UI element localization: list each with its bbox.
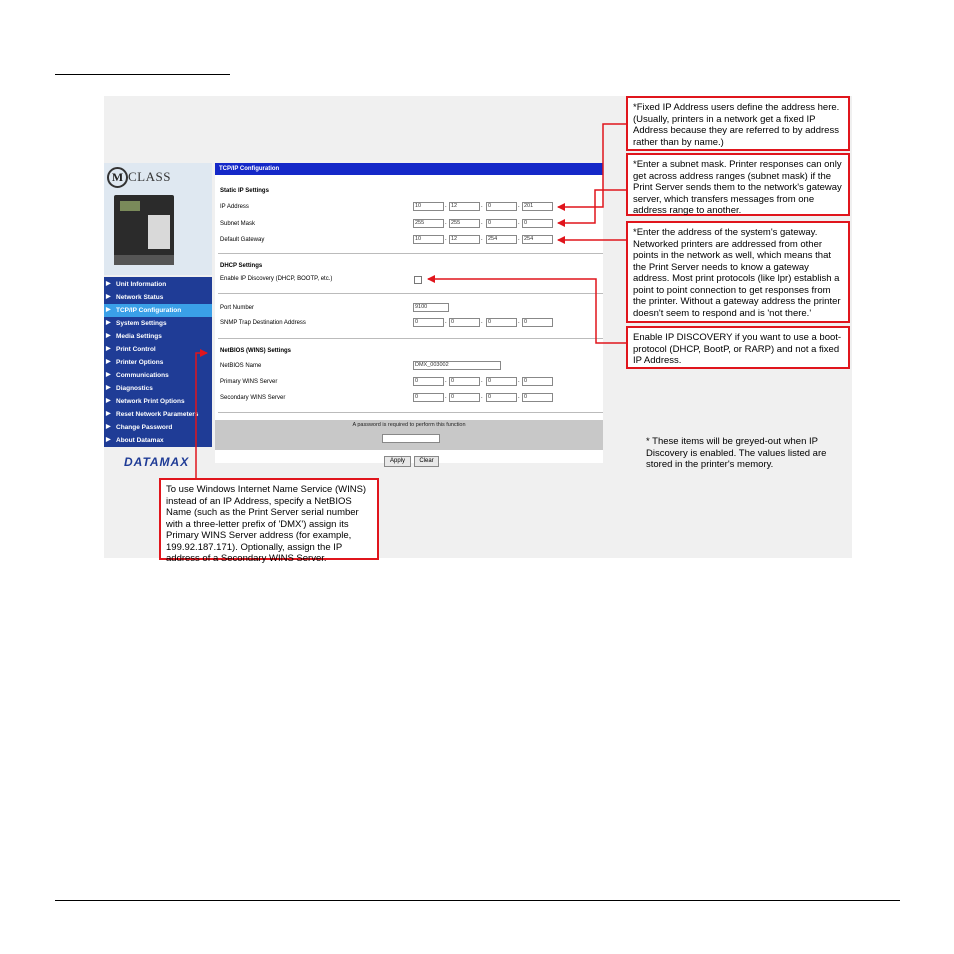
subnet-mask-label: Subnet Mask — [220, 221, 256, 227]
netbios-heading: NetBIOS (WINS) Settings — [220, 348, 292, 354]
ip-octet-input[interactable]: 10 — [413, 202, 444, 211]
sidebar-item-label: Unit Information — [116, 281, 167, 288]
clear-button[interactable]: Clear — [414, 456, 439, 467]
brand-name: CLASS — [128, 169, 171, 184]
arrow-ip-address — [558, 124, 626, 207]
primary-wins-octet-input[interactable]: 0 — [449, 377, 480, 386]
arrow-icon: ▶ — [106, 424, 111, 430]
ip-octet-input[interactable]: 201 — [522, 202, 553, 211]
secondary-wins-octet-input[interactable]: 0 — [486, 393, 517, 402]
footer-rule — [55, 900, 900, 901]
octet-separator: . — [481, 220, 483, 226]
arrow-netbios — [196, 353, 207, 478]
subnet-octet-input[interactable]: 255 — [449, 219, 480, 228]
octet-separator: . — [518, 394, 520, 400]
octet-separator: . — [445, 378, 447, 384]
netbios-name-label: NetBIOS Name — [220, 363, 262, 369]
dhcp-heading: DHCP Settings — [220, 263, 263, 269]
secondary-wins-label: Secondary WINS Server — [220, 395, 286, 401]
sidebar-item-label: About Datamax — [116, 437, 164, 444]
subnet-octet-input[interactable]: 255 — [413, 219, 444, 228]
sidebar-item-label: Reset Network Parameters — [116, 411, 199, 418]
sidebar-item-label: TCP/IP Configuration — [116, 307, 182, 314]
snmp-octet-input[interactable]: 0 — [522, 318, 553, 327]
octet-separator: . — [518, 236, 520, 242]
callout-gateway: *Enter the address of the system's gateway. Networked printers are addressed from other points in the network as well, which means that the Print Server needs to know a gateway address. Most print protocols (like lpr) establish a point to point connection to get responses from the printer. Without a gateway address the printer doesn't seem to respond and is 'not there.' — [626, 221, 850, 323]
ip-octet-input[interactable]: 12 — [449, 202, 480, 211]
octet-separator: . — [445, 203, 447, 209]
sidebar-item-label: Diagnostics — [116, 385, 153, 392]
secondary-wins-octet-input[interactable]: 0 — [449, 393, 480, 402]
primary-wins-label: Primary WINS Server — [220, 379, 278, 385]
snmp-label: SNMP Trap Destination Address — [220, 320, 306, 326]
arrow-icon: ▶ — [106, 398, 111, 404]
sidebar-item-label: Printer Options — [116, 359, 164, 366]
octet-separator: . — [481, 378, 483, 384]
arrow-icon: ▶ — [106, 333, 111, 339]
callout-fixed-ip: *Fixed IP Address users define the address here. (Usually, printers in a network get a fixed IP Address because they are referred to by address rather than by name.) — [626, 96, 850, 151]
arrow-icon: ▶ — [106, 294, 111, 300]
callout-subnet: *Enter a subnet mask. Printer responses can only get across address ranges (subnet mask) if the Print Server sends them to the network's gateway server, which transfers messages from one address range to another. — [626, 153, 850, 216]
sidebar-item-label: Change Password — [116, 424, 173, 431]
octet-separator: . — [481, 394, 483, 400]
datamax-logo: DATAMAX — [124, 455, 190, 469]
arrow-icon: ▶ — [106, 346, 111, 352]
callout-ip-discovery: Enable IP DISCOVERY if you want to use a boot-protocol (DHCP, BootP, or RARP) and not a fixed IP Address. — [626, 326, 850, 369]
page-title: TCP/IP Configuration — [215, 163, 603, 175]
secondary-wins-octet-input[interactable]: 0 — [413, 393, 444, 402]
subnet-octet-input[interactable]: 0 — [522, 219, 553, 228]
static-ip-heading: Static IP Settings — [220, 188, 269, 194]
arrow-icon: ▶ — [106, 320, 111, 326]
callout-wins: To use Windows Internet Name Service (WINS) instead of an IP Address, specify a NetBIOS Name (such as the Print Server serial number with a three-letter prefix of 'DMX') assign its Primary WINS Server address (for example, 199.92.187.171). Optionally, assign the IP address of a Secondary WINS Server. — [159, 478, 379, 560]
snmp-octet-input[interactable]: 0 — [413, 318, 444, 327]
primary-wins-octet-input[interactable]: 0 — [522, 377, 553, 386]
sidebar-item-label: System Settings — [116, 320, 167, 327]
octet-separator: . — [518, 378, 520, 384]
port-number-label: Port Number — [220, 305, 255, 311]
octet-separator: . — [445, 319, 447, 325]
octet-separator: . — [481, 236, 483, 242]
primary-wins-octet-input[interactable]: 0 — [413, 377, 444, 386]
snmp-octet-input[interactable]: 0 — [449, 318, 480, 327]
netbios-name-input[interactable]: DMX_003002 — [413, 361, 501, 370]
octet-separator: . — [445, 220, 447, 226]
gateway-octet-input[interactable]: 254 — [486, 235, 517, 244]
octet-separator: . — [518, 203, 520, 209]
sidebar-item-label: Media Settings — [116, 333, 162, 340]
sidebar-item-label: Network Status — [116, 294, 164, 301]
greyed-out-note: * These items will be greyed-out when IP Discovery is enabled. The values listed are stored in the printer's memory. — [646, 436, 827, 470]
arrow-icon: ▶ — [106, 437, 111, 443]
octet-separator: . — [481, 319, 483, 325]
ip-address-label: IP Address — [220, 204, 249, 210]
mclass-badge-icon: M — [107, 167, 128, 188]
octet-separator: . — [445, 236, 447, 242]
gateway-octet-input[interactable]: 254 — [522, 235, 553, 244]
arrow-icon: ▶ — [106, 385, 111, 391]
octet-separator: . — [518, 220, 520, 226]
ip-octet-input[interactable]: 0 — [486, 202, 517, 211]
arrow-icon: ▶ — [106, 372, 111, 378]
octet-separator: . — [518, 319, 520, 325]
sidebar-item-label: Network Print Options — [116, 398, 185, 405]
apply-button[interactable]: Apply — [384, 456, 411, 467]
gateway-octet-input[interactable]: 12 — [449, 235, 480, 244]
password-prompt: A password is required to perform this function — [352, 422, 466, 428]
primary-wins-octet-input[interactable]: 0 — [486, 377, 517, 386]
octet-separator: . — [481, 203, 483, 209]
octet-separator: . — [445, 394, 447, 400]
arrow-icon: ▶ — [106, 411, 111, 417]
arrow-ip-discovery — [428, 279, 626, 343]
gateway-octet-input[interactable]: 10 — [413, 235, 444, 244]
arrow-icon: ▶ — [106, 281, 111, 287]
snmp-octet-input[interactable]: 0 — [486, 318, 517, 327]
sidebar-item-label: Print Control — [116, 346, 156, 353]
gateway-label: Default Gateway — [220, 237, 265, 243]
ip-discovery-label: Enable IP Discovery (DHCP, BOOTP, etc.) — [220, 276, 333, 282]
port-number-input[interactable]: 9100 — [413, 303, 449, 312]
secondary-wins-octet-input[interactable]: 0 — [522, 393, 553, 402]
arrow-icon: ▶ — [106, 307, 111, 313]
sidebar-item-label: Communications — [116, 372, 169, 379]
subnet-octet-input[interactable]: 0 — [486, 219, 517, 228]
arrow-icon: ▶ — [106, 359, 111, 365]
